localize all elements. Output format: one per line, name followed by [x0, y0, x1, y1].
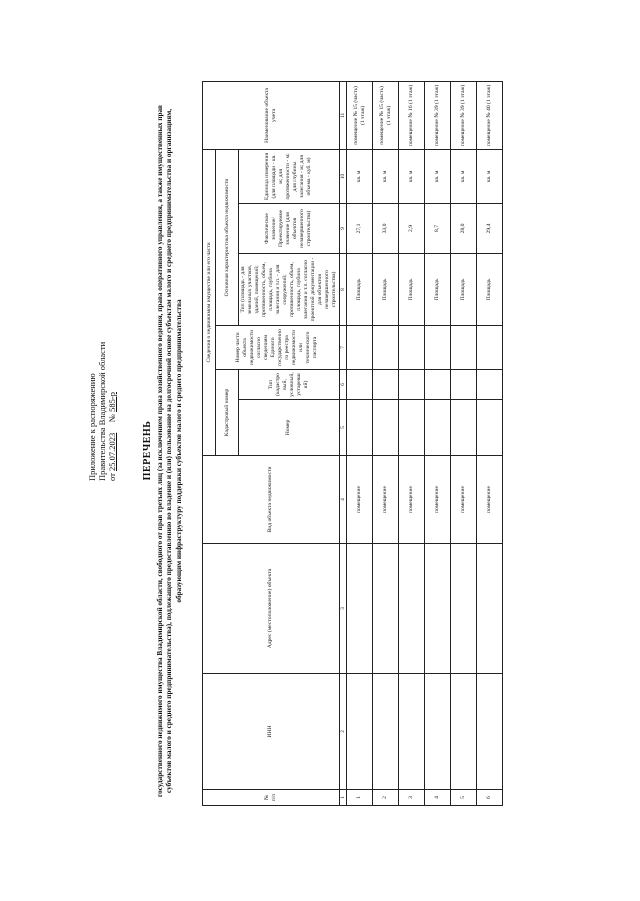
row-inn	[347, 674, 373, 790]
row-inn	[425, 674, 451, 790]
row-inn	[451, 674, 477, 790]
header-cadastral-number: Номер	[239, 400, 340, 456]
header-part-number: Номер части объекта недвижимости согласно сведениям Единого государственного реестра недвижимости или технического паспорта	[216, 326, 340, 370]
row-kind: помещение	[399, 456, 425, 544]
row-part-number	[373, 326, 399, 370]
column-number: 5	[339, 400, 347, 456]
row-object-name: помещение № 16 (1 этаж)	[399, 81, 425, 149]
row-cadastral-type	[399, 370, 425, 400]
header-char-unit: Единица измерения (для площади - кв. м; для протяженности - м; для глубины залегания - м; для объема - куб. м)	[239, 149, 340, 203]
header-char-value: Фактическое значение/ Проектируемое значение (для объектов незавершенного строительства)	[239, 204, 340, 254]
row-unit: кв. м	[451, 149, 477, 203]
column-number: 9	[339, 204, 347, 254]
table-body	[347, 81, 503, 805]
header-main-characteristic: Основная характеристика объекта недвижимости	[216, 149, 239, 325]
row-characteristic-type: Площадь	[425, 254, 451, 326]
column-number: 2	[339, 674, 347, 790]
row-address	[451, 544, 477, 674]
row-cadastral-number	[451, 400, 477, 456]
row-unit: кв. м	[347, 149, 373, 203]
header-cadastral-type: Тип (кадастровый, условный, устаревший)	[239, 370, 340, 400]
row-number: 3	[399, 790, 425, 806]
row-object-name: помещение № 15 (часть) (1 этаж)	[373, 81, 399, 149]
row-part-number	[451, 326, 477, 370]
table-row	[347, 81, 373, 805]
row-characteristic-type: Площадь	[477, 254, 503, 326]
row-object-name: помещение № 39 (1 этаж)	[425, 81, 451, 149]
row-value: 28,0	[451, 204, 477, 254]
column-number: 4	[339, 456, 347, 544]
row-address	[399, 544, 425, 674]
column-number: 6	[339, 370, 347, 400]
row-address	[425, 544, 451, 674]
row-number: 6	[477, 790, 503, 806]
row-cadastral-type	[451, 370, 477, 400]
table-row	[451, 81, 477, 805]
document-subtitle: государственного недвижимого имущества Владимирской области, свободного от прав третьих лиц (за исключением права хозяйственного ведения, права оперативного управления, а также имущественных прав субъектов малого и среднего предпринимательства), подлежащего предоставлению во владение и (или) пользование на долгосрочной основе субъектам малого и среднего предпринимательства и организациям, образующим инфраструктуру поддержки субъектов малого и среднего предпринимательства	[156, 105, 183, 797]
row-cadastral-type	[425, 370, 451, 400]
row-value: 29,4	[477, 204, 503, 254]
row-inn	[399, 674, 425, 790]
row-value: 33,0	[373, 204, 399, 254]
row-characteristic-type: Площадь	[451, 254, 477, 326]
row-part-number	[477, 326, 503, 370]
row-value: 2,9	[399, 204, 425, 254]
row-object-name: помещение № 39 (1 этаж)	[451, 81, 477, 149]
column-number: 8	[339, 254, 347, 326]
column-number-row	[339, 81, 347, 805]
row-characteristic-type: Площадь	[347, 254, 373, 326]
row-number: 5	[451, 790, 477, 806]
column-number: 7	[339, 326, 347, 370]
row-kind: помещение	[477, 456, 503, 544]
table-row	[425, 81, 451, 805]
header-object-name: Наименование объекта учета	[203, 81, 340, 149]
row-kind: помещение	[373, 456, 399, 544]
row-kind: помещение	[425, 456, 451, 544]
table-row	[399, 81, 425, 805]
row-kind: помещение	[451, 456, 477, 544]
header-cadastral: Кадастровый номер	[216, 370, 239, 456]
row-unit: кв. м	[373, 149, 399, 203]
appendix-date-prefix: от	[106, 473, 117, 481]
table-row	[373, 81, 399, 805]
table-row	[477, 81, 503, 805]
property-registry-table	[202, 81, 503, 806]
column-number: 3	[339, 544, 347, 674]
row-address	[373, 544, 399, 674]
row-cadastral-type	[347, 370, 373, 400]
header-num: № п/п	[203, 790, 340, 806]
column-number: 1	[339, 790, 347, 806]
row-cadastral-number	[477, 400, 503, 456]
row-number: 2	[373, 790, 399, 806]
row-unit: кв. м	[425, 149, 451, 203]
appendix-date: 25.07.2023	[106, 432, 117, 472]
header-address: Адрес (местоположение) объекта	[203, 544, 340, 674]
row-value: 8,7	[425, 204, 451, 254]
document-title: ПЕРЕЧЕНЬ	[142, 420, 153, 481]
row-cadastral-number	[347, 400, 373, 456]
appendix-header	[88, 342, 117, 481]
row-number: 4	[425, 790, 451, 806]
row-inn	[477, 674, 503, 790]
header-row-1	[203, 81, 216, 805]
appendix-date-line	[108, 342, 118, 481]
row-value: 27,1	[347, 204, 373, 254]
row-number: 1	[347, 790, 373, 806]
header-property-info: Сведения о недвижимом имуществе или его части	[203, 149, 216, 455]
row-object-name: помещение № 15 (часть) (1 этаж)	[347, 81, 373, 149]
row-unit: кв. м	[399, 149, 425, 203]
row-characteristic-type: Площадь	[373, 254, 399, 326]
row-cadastral-number	[373, 400, 399, 456]
row-unit: кв. м	[477, 149, 503, 203]
column-number: 10	[339, 149, 347, 203]
appendix-number-prefix: №	[106, 414, 117, 423]
row-inn	[373, 674, 399, 790]
row-cadastral-type	[477, 370, 503, 400]
appendix-number: 585-р	[106, 392, 117, 412]
appendix-line-1: Приложение к распоряжению	[87, 373, 97, 481]
header-inn: ИНН	[203, 674, 340, 790]
row-part-number	[347, 326, 373, 370]
row-cadastral-type	[373, 370, 399, 400]
appendix-line-2: Правительства Владимирской области	[96, 341, 107, 481]
row-characteristic-type: Площадь	[399, 254, 425, 326]
column-number: 11	[339, 81, 347, 149]
header-char-type: Тип (площадь - для земельных участков, зданий, помещений; протяженность, объем, площадь, глубина залегания и т.п. - для сооружений; протяженность, объем, площадь, глубина залегания и т.п. согласно проектной документации - для объектов незавершенного строительства)	[239, 254, 340, 326]
row-address	[477, 544, 503, 674]
row-cadastral-number	[425, 400, 451, 456]
row-object-name: помещение № 40 (1 этаж)	[477, 81, 503, 149]
row-kind: помещение	[347, 456, 373, 544]
row-cadastral-number	[399, 400, 425, 456]
row-part-number	[399, 326, 425, 370]
row-address	[347, 544, 373, 674]
header-kind: Вид объекта недвижимости	[203, 456, 340, 544]
row-part-number	[425, 326, 451, 370]
